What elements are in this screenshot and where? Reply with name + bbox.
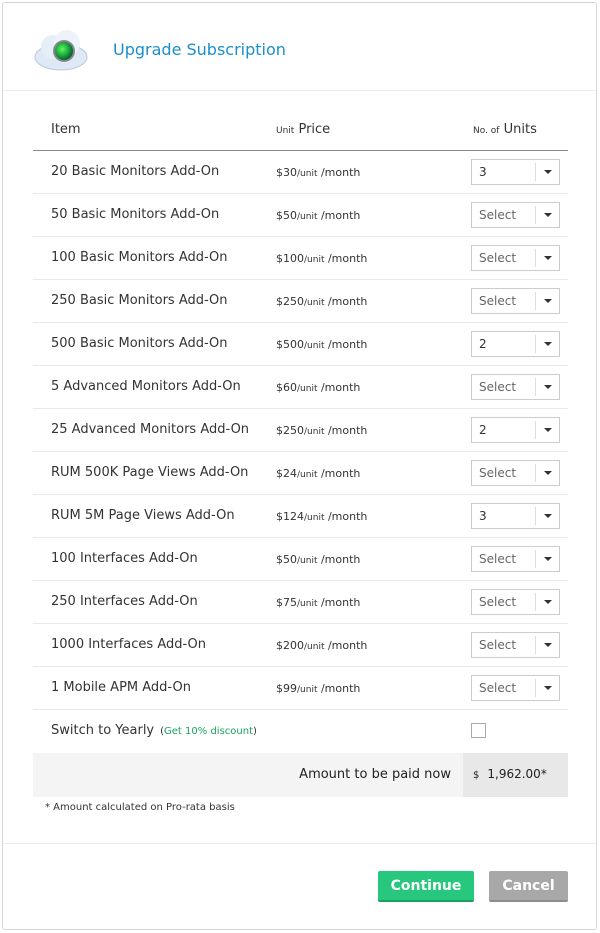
switch-yearly-row — [33, 710, 568, 753]
price-amount: $50 — [276, 553, 297, 566]
price-per-unit: /unit — [297, 384, 318, 394]
switch-yearly-label: Switch to Yearly — [51, 723, 155, 738]
footer-divider — [3, 843, 596, 844]
cancel-button[interactable]: Cancel — [489, 871, 568, 902]
price-amount: $75 — [276, 596, 297, 609]
units-select-value: Select — [479, 251, 517, 265]
amount-currency: $ — [473, 770, 480, 781]
unit-price — [276, 639, 367, 652]
price-per-month: /month — [324, 639, 368, 652]
units-select[interactable] — [471, 245, 560, 271]
unit-price — [276, 510, 367, 523]
price-per-month: /month — [324, 338, 368, 351]
chevron-down-icon[interactable] — [535, 550, 559, 568]
table-header — [33, 106, 568, 151]
unit-price — [276, 553, 360, 566]
price-amount: $30 — [276, 166, 297, 179]
table-row — [33, 194, 568, 237]
price-per-month: /month — [317, 166, 361, 179]
unit-price — [276, 166, 360, 179]
price-amount: $100 — [276, 252, 304, 265]
item-name: 250 Interfaces Add-On — [51, 594, 198, 609]
price-per-month: /month — [317, 553, 361, 566]
chevron-down-icon[interactable] — [535, 679, 559, 697]
price-per-month: /month — [324, 252, 368, 265]
price-per-month: /month — [324, 424, 368, 437]
unit-price — [276, 338, 367, 351]
units-select[interactable] — [471, 460, 560, 486]
unit-price — [276, 424, 367, 437]
col-price-header — [276, 122, 330, 137]
col-price-small: Unit — [276, 126, 295, 136]
table-row — [33, 366, 568, 409]
dialog-header — [3, 3, 596, 91]
chevron-down-icon[interactable] — [535, 507, 559, 525]
units-select[interactable] — [471, 374, 560, 400]
price-per-month: /month — [324, 295, 368, 308]
price-per-month: /month — [317, 682, 361, 695]
item-name: 25 Advanced Monitors Add-On — [51, 422, 250, 437]
units-select-value: Select — [479, 380, 517, 394]
units-select[interactable] — [471, 503, 560, 529]
table-row — [33, 237, 568, 280]
price-amount: $200 — [276, 639, 304, 652]
chevron-down-icon[interactable] — [535, 206, 559, 224]
item-name: 20 Basic Monitors Add-On — [51, 164, 220, 179]
units-select[interactable] — [471, 331, 560, 357]
table-row — [33, 538, 568, 581]
item-name: 50 Basic Monitors Add-On — [51, 207, 220, 222]
units-select[interactable] — [471, 546, 560, 572]
units-select-value: Select — [479, 208, 517, 222]
price-amount: $50 — [276, 209, 297, 222]
price-amount: $99 — [276, 682, 297, 695]
table-row — [33, 581, 568, 624]
item-name: 1 Mobile APM Add-On — [51, 680, 191, 695]
chevron-down-icon[interactable] — [535, 636, 559, 654]
units-select[interactable] — [471, 288, 560, 314]
price-amount: $124 — [276, 510, 304, 523]
price-per-unit: /unit — [297, 212, 318, 222]
subscription-table — [33, 106, 568, 797]
chevron-down-icon[interactable] — [535, 464, 559, 482]
units-select-value: Select — [479, 595, 517, 609]
paren-open: ( — [160, 726, 165, 737]
units-select-value: 3 — [479, 509, 487, 523]
units-select[interactable] — [471, 589, 560, 615]
chevron-down-icon[interactable] — [535, 421, 559, 439]
price-per-unit: /unit — [297, 556, 318, 566]
units-select[interactable] — [471, 417, 560, 443]
item-name: 5 Advanced Monitors Add-On — [51, 379, 241, 394]
cloud-radar-logo-icon — [33, 25, 89, 73]
units-select[interactable] — [471, 675, 560, 701]
price-per-unit: /unit — [297, 599, 318, 609]
chevron-down-icon[interactable] — [535, 249, 559, 267]
unit-price — [276, 252, 367, 265]
price-per-unit: /unit — [304, 642, 325, 652]
amount-label: Amount to be paid now — [299, 767, 451, 782]
chevron-down-icon[interactable] — [535, 163, 559, 181]
units-select-value: 2 — [479, 337, 487, 351]
unit-price — [276, 467, 360, 480]
unit-price — [276, 682, 360, 695]
price-per-unit: /unit — [304, 255, 325, 265]
item-name: 100 Interfaces Add-On — [51, 551, 198, 566]
paren-close: ) — [253, 726, 257, 737]
table-row — [33, 495, 568, 538]
price-per-unit: /unit — [304, 298, 325, 308]
table-row — [33, 667, 568, 710]
col-price-label: Price — [298, 122, 331, 137]
col-units-header — [473, 122, 537, 137]
price-amount: $500 — [276, 338, 304, 351]
units-select-value: Select — [479, 638, 517, 652]
units-select[interactable] — [471, 202, 560, 228]
price-per-unit: /unit — [304, 513, 325, 523]
units-select[interactable] — [471, 159, 560, 185]
amount-row — [33, 753, 568, 797]
price-per-unit: /unit — [297, 169, 318, 179]
price-amount: $250 — [276, 295, 304, 308]
chevron-down-icon[interactable] — [535, 292, 559, 310]
price-amount: $24 — [276, 467, 297, 480]
amount-number: 1,962.00* — [487, 767, 547, 781]
item-name: RUM 500K Page Views Add-On — [51, 465, 249, 480]
dialog-title: Upgrade Subscription — [113, 40, 286, 59]
col-units-small: No. of — [473, 126, 500, 136]
price-per-unit: /unit — [304, 427, 325, 437]
chevron-down-icon[interactable] — [535, 378, 559, 396]
price-per-month: /month — [324, 510, 368, 523]
price-per-month: /month — [317, 209, 361, 222]
unit-price — [276, 295, 367, 308]
continue-button[interactable]: Continue — [378, 871, 474, 902]
price-per-month: /month — [317, 381, 361, 394]
price-amount: $250 — [276, 424, 304, 437]
price-per-month: /month — [317, 467, 361, 480]
upgrade-subscription-dialog — [2, 2, 597, 930]
table-row — [33, 409, 568, 452]
col-units-label: Units — [503, 122, 537, 137]
item-name: 1000 Interfaces Add-On — [51, 637, 207, 652]
switch-yearly-label-group — [51, 723, 257, 738]
table-row — [33, 151, 568, 194]
units-select[interactable] — [471, 632, 560, 658]
table-row — [33, 624, 568, 667]
units-select-value: 2 — [479, 423, 487, 437]
price-per-unit: /unit — [297, 685, 318, 695]
table-row — [33, 323, 568, 366]
chevron-down-icon[interactable] — [535, 593, 559, 611]
unit-price — [276, 209, 360, 222]
amount-value — [463, 753, 568, 797]
col-item-header: Item — [51, 122, 81, 137]
units-select-value: Select — [479, 681, 517, 695]
units-select-value: Select — [479, 552, 517, 566]
units-select-value: Select — [479, 294, 517, 308]
units-select-value: Select — [479, 466, 517, 480]
pro-rata-note: * Amount calculated on Pro-rata basis — [45, 802, 235, 813]
item-name: RUM 5M Page Views Add-On — [51, 508, 235, 523]
price-per-unit: /unit — [297, 470, 318, 480]
discount-text: Get 10% discount — [164, 726, 253, 737]
item-name: 100 Basic Monitors Add-On — [51, 250, 228, 265]
units-select-value: 3 — [479, 165, 487, 179]
table-row — [33, 452, 568, 495]
price-per-unit: /unit — [304, 341, 325, 351]
table-row — [33, 280, 568, 323]
price-amount: $60 — [276, 381, 297, 394]
unit-price — [276, 596, 360, 609]
price-per-month: /month — [317, 596, 361, 609]
item-name: 250 Basic Monitors Add-On — [51, 293, 228, 308]
unit-price — [276, 381, 360, 394]
switch-yearly-checkbox[interactable] — [471, 723, 486, 738]
chevron-down-icon[interactable] — [535, 335, 559, 353]
item-name: 500 Basic Monitors Add-On — [51, 336, 228, 351]
